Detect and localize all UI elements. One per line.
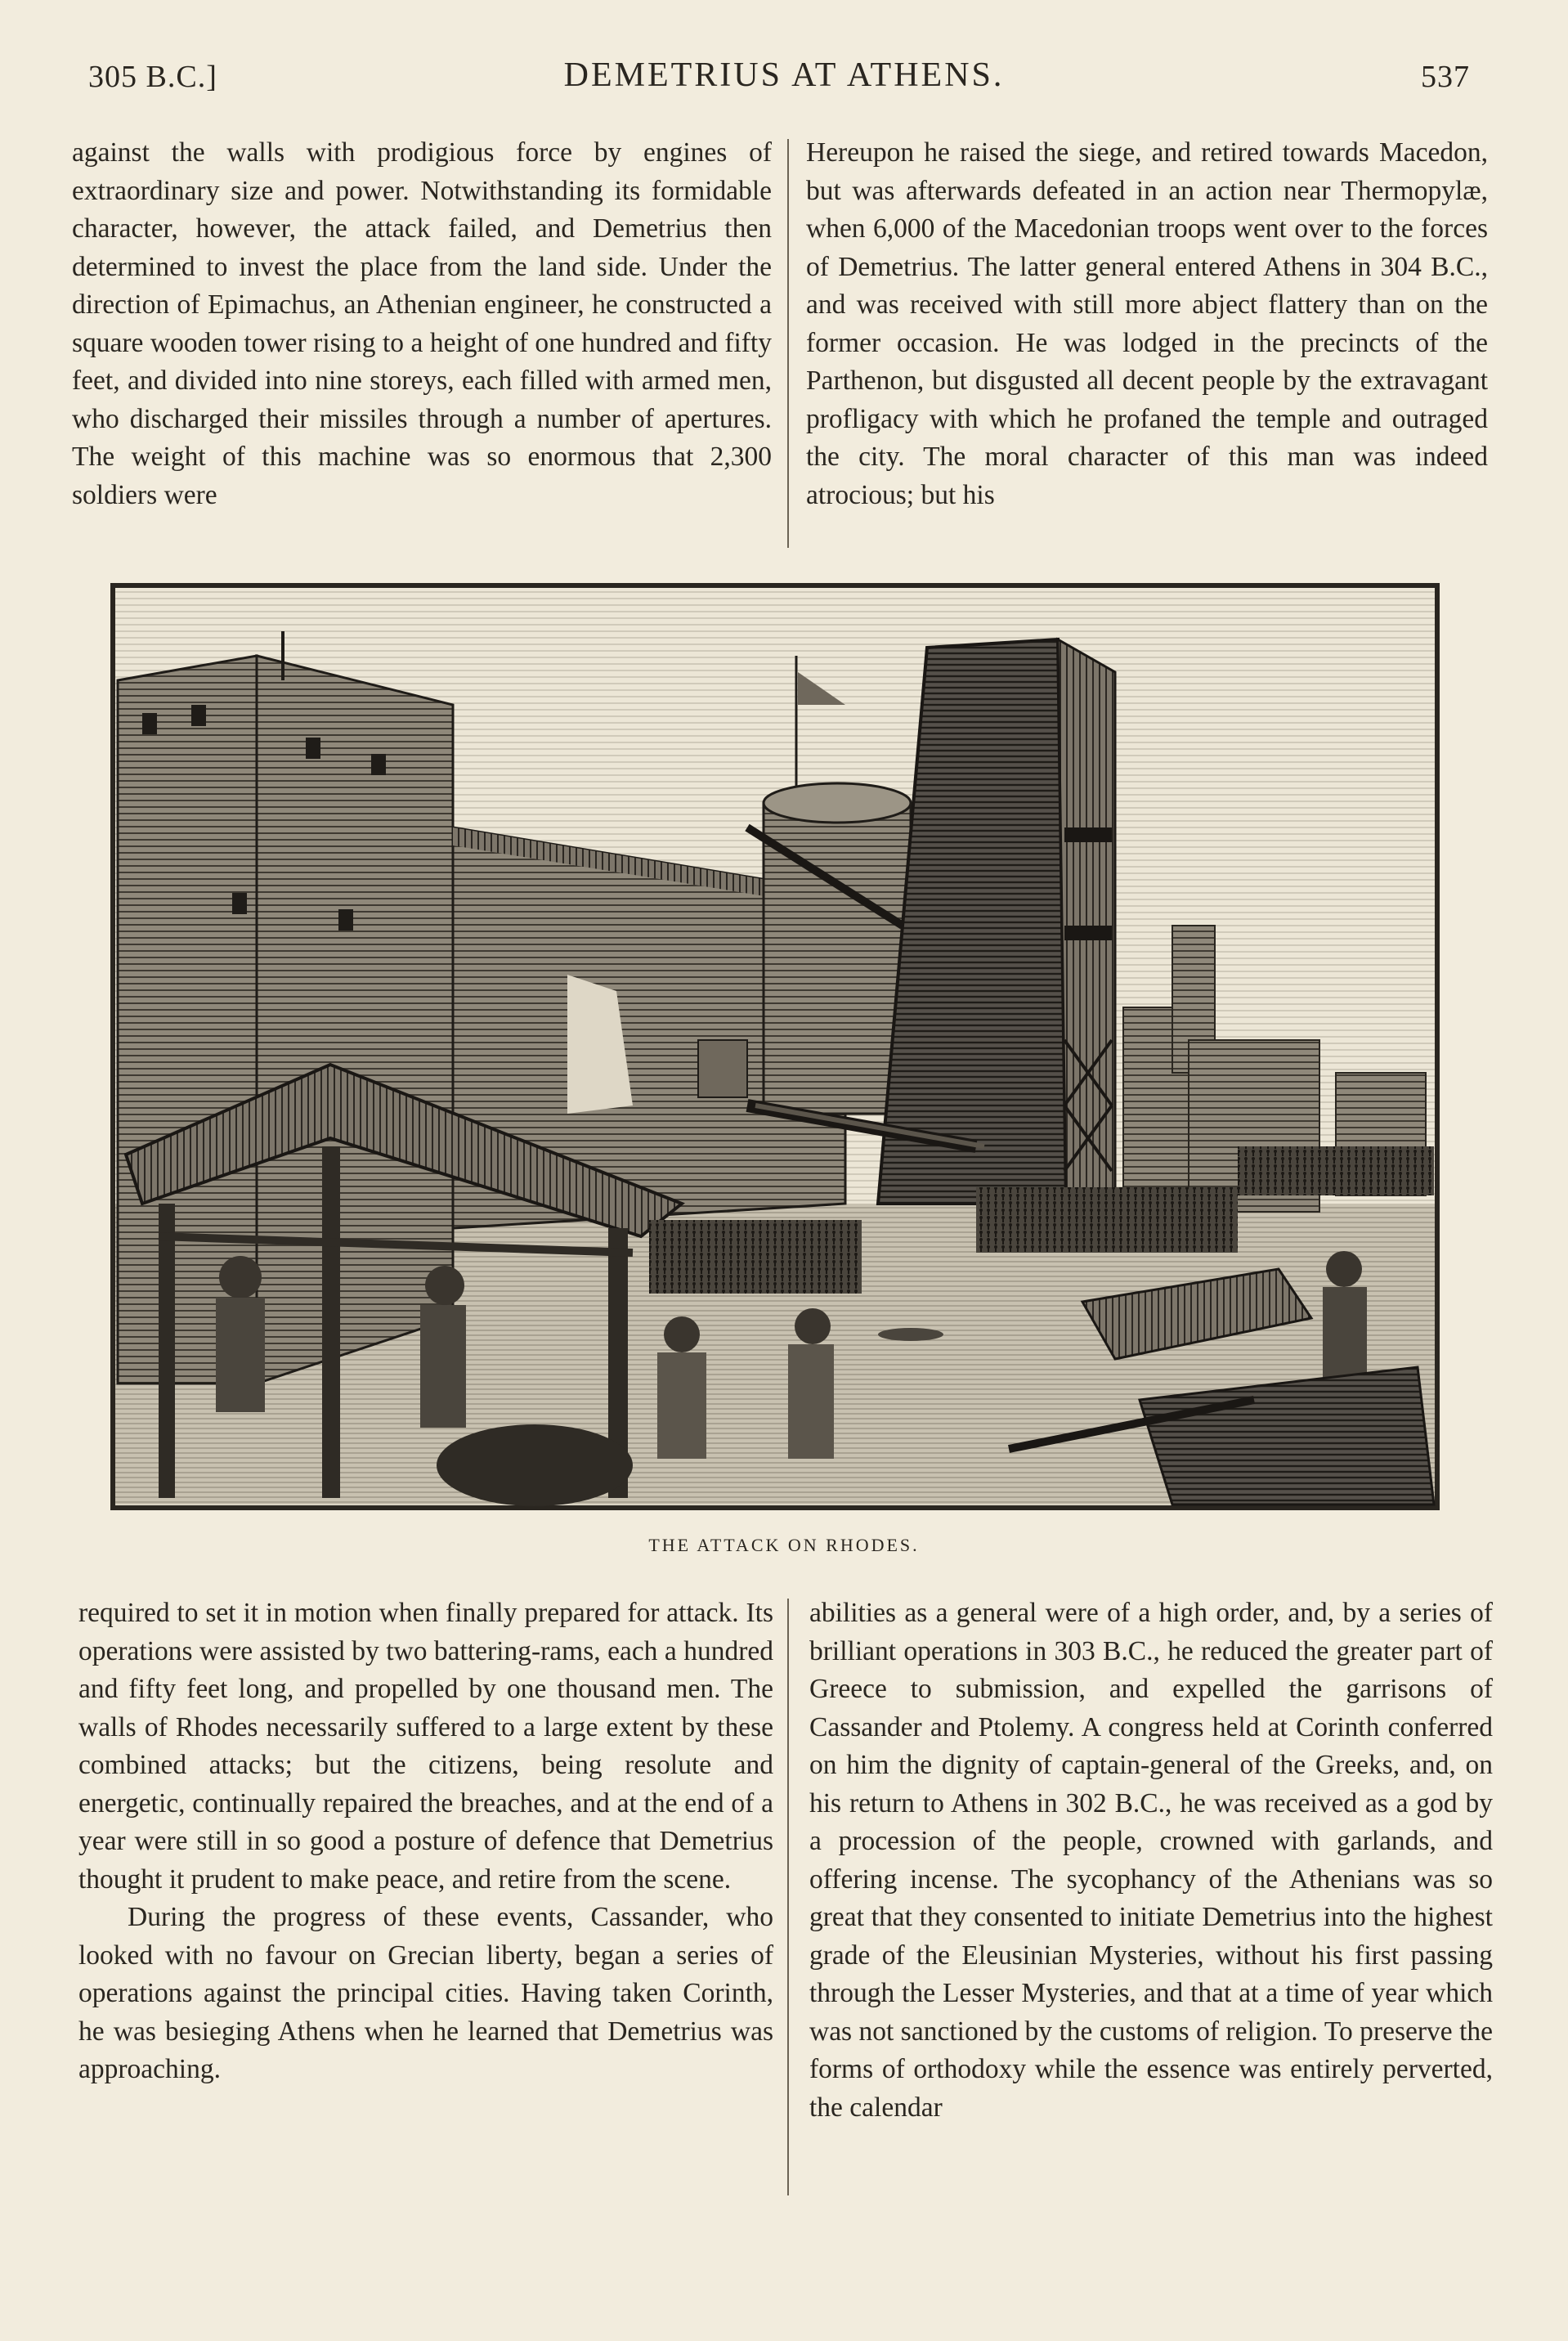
column-rule-top <box>787 139 789 548</box>
running-head <box>0 52 1568 101</box>
column-top-right <box>806 134 1488 514</box>
column-rule-bottom <box>787 1599 789 2195</box>
column-top-left <box>72 134 772 514</box>
paragraph: During the progress of these events, Cassander, who looked with no favour on Grecian liberty, began a series of operations against the principal cities. Having taken Corinth, he was besieging Athens when he learned that Demetrius was approaching. <box>78 1902 773 2084</box>
engraving-attack-on-rhodes <box>110 582 1440 1511</box>
column-bottom-right <box>809 1594 1493 2127</box>
column-bottom-left <box>78 1594 773 2089</box>
page-number: 537 <box>1421 60 1470 94</box>
paragraph: against the walls with prodigious force by engines of extraordinary size and power. Notwithstanding its formidable character, however, the attack failed, and Demetrius then determined to invest the place from the land side. Under the direction of Epimachus, an Athenian engineer, he constructed a square wooden tower rising to a height of one hundred and fifty feet, and divided into nine storeys, each filled with armed men, who discharged their missiles through a number of apertures. The weight of this machine was so enormous that 2,300 soldiers were <box>72 137 772 510</box>
paragraph: required to set it in motion when finally prepared for attack. Its operations were assisted by two battering-rams, each a hundred and fifty feet long, and propelled by one thousand men. The walls of Rhodes necessarily suffered to a large extent by these combined attacks; but the citizens, being resolute and energetic, continually repaired the breaches, and at the end of a year were still in so good a posture of defence that Demetrius thought it prudent to make peace, and retire from the scene. <box>78 1598 773 1895</box>
paragraph: Hereupon he raised the siege, and retired towards Macedon, but was afterwards defeated in an action near Thermopylæ, when 6,000 of the Macedonian troops went over to the forces of Demetrius. The latter general entered Athens in 304 B.C., and was received with still more abject flattery than on the former occasion. He was lodged in the precincts of the Parthenon, but disgusted all decent people by the extravagant profligacy with which he profaned the temple and outraged the city. The moral character of this man was indeed atrocious; but his <box>806 137 1488 510</box>
running-head-date: 305 B.C.] <box>88 60 217 94</box>
paragraph: abilities as a general were of a high order, and, by a series of brilliant operations in 303 B.C., he reduced the greater part of Greece to submission, and expelled the garrisons of Cassander and Ptolemy. A congress held at Corinth conferred on him the dignity of captain-general of the Greeks, and, on his return to Athens in 302 B.C., he was received as a god by a procession of the people, crowned with garlands, and offering incense. The sycophancy of the Athenians was so great that they consented to initiate Demetrius into the highest grade of the Eleusinian Mysteries, without his first passing through the Lesser Mysteries, and that at a time of year which was not sanctioned by the customs of religion. To preserve the forms of orthodoxy while the essence was entirely perverted, the calendar <box>809 1598 1493 2123</box>
running-head-title: DEMETRIUS AT ATHENS. <box>563 56 1005 94</box>
figure-caption: THE ATTACK ON RHODES. <box>648 1535 920 1555</box>
